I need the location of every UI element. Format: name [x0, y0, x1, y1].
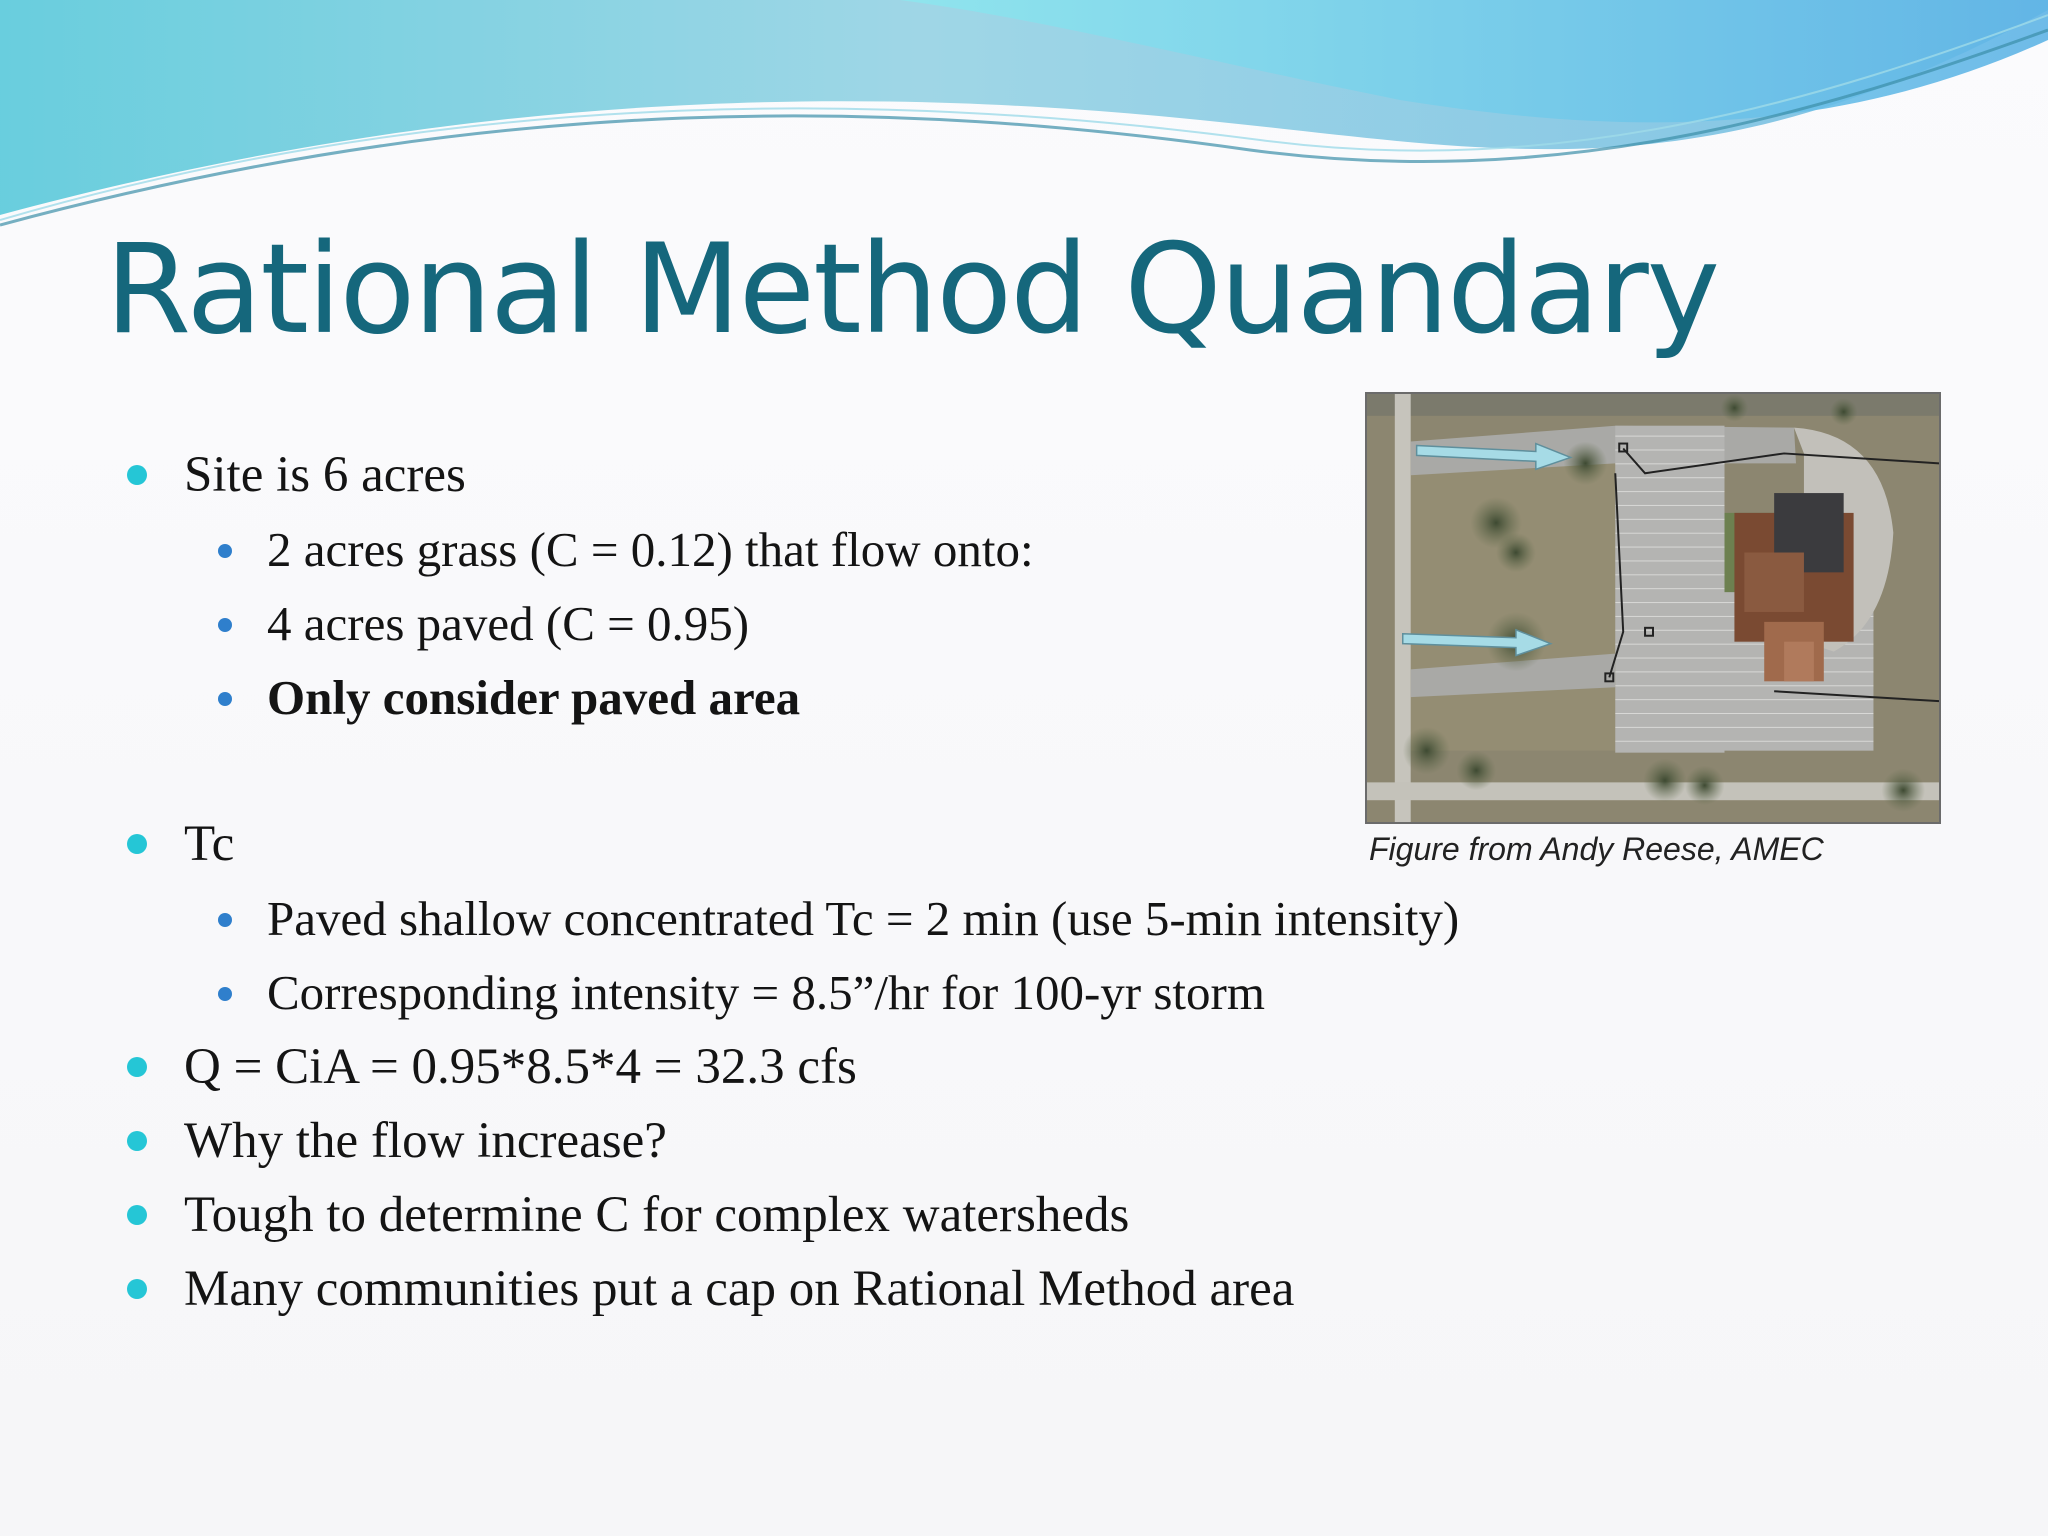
list-item: 4 acres paved (C = 0.95): [267, 596, 750, 651]
slide-title: Rational Method Quandary: [105, 218, 1719, 362]
bullet-dot: [218, 544, 232, 558]
bullet-dot: [218, 618, 232, 632]
list-item: Only consider paved area: [267, 670, 801, 725]
bullet-dot: [218, 692, 232, 706]
bullet-dot: [127, 1205, 147, 1225]
list-item: Paved shallow concentrated Tc = 2 min (use 5-min intensity): [267, 891, 1460, 946]
bullet-dot: [127, 1131, 147, 1151]
list-item: Corresponding intensity = 8.5”/hr for 100-yr storm: [267, 965, 1265, 1020]
list-item: Why the flow increase?: [184, 1113, 667, 1169]
list-item: Q = CiA = 0.95*8.5*4 = 32.3 cfs: [184, 1039, 857, 1095]
list-item: Tough to determine C for complex watersheds: [184, 1187, 1130, 1243]
aerial-photo-illustration: [1367, 394, 1939, 822]
bullet-dot: [218, 913, 232, 927]
list-item: Many communities put a cap on Rational Method area: [184, 1261, 1295, 1317]
list-item: 2 acres grass (C = 0.12) that flow onto:: [267, 522, 1034, 577]
bullet-dot: [218, 987, 232, 1001]
bullet-dot: [127, 1057, 147, 1077]
bullet-dot: [127, 465, 147, 485]
aerial-site-photo: [1365, 392, 1941, 824]
figure-caption: Figure from Andy Reese, AMEC: [1369, 831, 1824, 867]
bullet-dot: [127, 1279, 147, 1299]
bullet-dot: [127, 834, 147, 854]
list-item: Site is 6 acres: [184, 447, 466, 503]
list-item: Tc: [184, 816, 235, 872]
